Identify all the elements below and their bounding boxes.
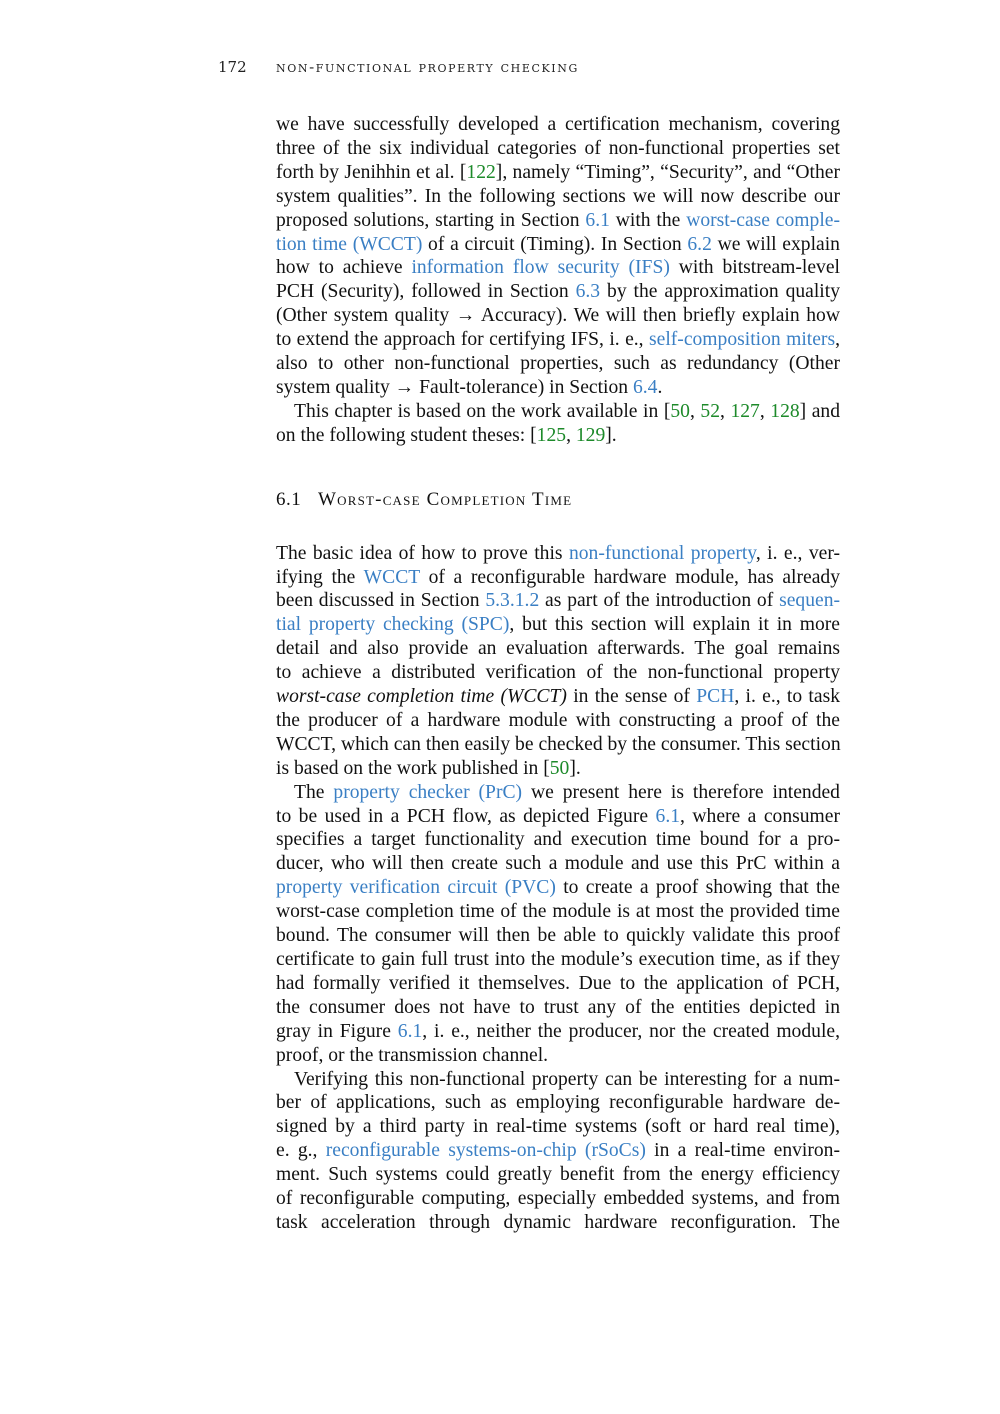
text-line: specifies a target functionality and execution time bound for a pro- <box>276 829 840 851</box>
text-line: signed by a third party in real-time systems (soft or hard real time), <box>276 1116 840 1138</box>
paragraph-applications <box>276 1068 840 1235</box>
glossary-link-ifs[interactable]: information flow security (IFS) <box>411 257 670 279</box>
chapter-title: non-functional property checking <box>276 58 579 76</box>
text-line: The property checker (PrC) we present here is therefore intended <box>294 781 840 803</box>
text-line: tial property checking (SPC), but this section will explain it in more <box>276 614 840 636</box>
paragraph-sources <box>276 400 840 448</box>
page-number: 172 <box>218 58 247 76</box>
text-line: to achieve a distributed verification of the non-functional property <box>276 662 840 684</box>
text-line: e. g., reconfigurable systems-on-chip (rSoCs) in a real-time environ- <box>276 1140 840 1162</box>
paragraph-basic-idea <box>276 542 840 781</box>
text-line: is based on the work published in [50]. <box>276 757 581 779</box>
text-line: forth by Jenihhin et al. [122], namely “Timing”, “Security”, and “Other <box>276 161 840 183</box>
text-line: the consumer does not have to trust any of the entities depicted in <box>276 996 840 1018</box>
section-ref-link[interactable]: 6.4 <box>632 376 658 398</box>
text-line: task acceleration through dynamic hardware reconfiguration. The <box>276 1211 840 1233</box>
main-text-column <box>276 113 840 1235</box>
text-line: This chapter is based on the work available in [50, 52, 127, 128] and <box>294 400 841 422</box>
text-line: ber of applications, such as employing reconfigurable hardware de- <box>276 1092 840 1114</box>
section-ref-link[interactable]: 6.2 <box>687 233 712 255</box>
text-line: on the following student theses: [125, 129]. <box>276 424 617 446</box>
text-line: detail and also provide an evaluation afterwards. The goal remains <box>276 638 840 660</box>
glossary-link-rsoc[interactable]: reconfigurable systems-on-chip (rSoCs) <box>325 1140 646 1162</box>
paragraph-property-checker <box>276 781 840 1068</box>
citation-link[interactable]: 127 <box>730 400 760 422</box>
text-line: bound. The consumer will then be able to quickly validate this proof <box>276 925 840 947</box>
section-ref-link[interactable]: 5.3.1.2 <box>485 590 540 612</box>
citation-link[interactable]: 128 <box>770 400 800 422</box>
glossary-link-pch[interactable]: PCH <box>696 686 735 708</box>
section-heading <box>276 488 840 512</box>
text-line: tion time (WCCT) of a circuit (Timing). In Section 6.2 we will explain <box>276 233 840 255</box>
text-line: the producer of a hardware module with constructing a proof of the <box>276 709 840 731</box>
text-line: to be used in a PCH flow, as depicted Figure 6.1, where a consumer <box>276 805 840 827</box>
text-line: ment. Such systems could greatly benefit from the energy efficiency <box>276 1164 840 1186</box>
text-line: of reconfigurable computing, especially embedded systems, and from <box>276 1188 840 1210</box>
text-line: (Other system quality → Accuracy). We will then briefly explain how <box>276 305 840 327</box>
text-line: we have successfully developed a certification mechanism, covering <box>276 114 840 135</box>
glossary-link-wcct[interactable]: tion time (WCCT) <box>276 233 423 255</box>
text-line: worst-case completion time (WCCT) in the sense of PCH, i. e., to task <box>276 686 840 708</box>
glossary-link-spc[interactable]: tial property checking (SPC) <box>276 614 510 636</box>
section-ref-link[interactable]: 6.1 <box>585 209 610 231</box>
figure-ref-link[interactable]: 6.1 <box>655 805 681 827</box>
text-line: system qualities”. In the following sections we will now describe our <box>276 185 840 207</box>
citation-link[interactable]: 50 <box>670 400 690 422</box>
text-line: system quality → Fault-tolerance) in Section 6.4. <box>276 376 663 398</box>
section-ref-link[interactable]: 6.3 <box>575 281 601 303</box>
figure-ref-link[interactable]: 6.1 <box>397 1020 423 1042</box>
text-line: PCH (Security), followed in Section 6.3 by the approximation quality <box>276 281 840 303</box>
citation-link[interactable]: 125 <box>536 424 567 446</box>
glossary-link-prc[interactable]: property checker (PrC) <box>333 781 523 803</box>
glossary-link-pvc[interactable]: property verification circuit (PVC) <box>276 877 556 899</box>
text-line: proposed solutions, starting in Section 6.1 with the worst-case comple- <box>276 209 840 231</box>
running-header <box>218 58 579 76</box>
section-title: Worst-case Completion Time <box>318 488 573 510</box>
citation-link[interactable]: 50 <box>549 757 570 779</box>
glossary-link-wcct[interactable]: WCCT <box>363 566 420 588</box>
glossary-link-self-composition[interactable]: self-composition miters <box>649 329 836 351</box>
citation-link[interactable]: 122 <box>466 161 496 183</box>
text-line: how to achieve information flow security (IFS) with bitstream-level <box>276 257 840 279</box>
text-line: proof, or the transmission channel. <box>276 1044 549 1066</box>
text-line: property verification circuit (PVC) to create a proof showing that the <box>276 877 840 899</box>
citation-link[interactable]: 52 <box>700 400 720 422</box>
text-line: three of the six individual categories of non-functional properties set <box>276 137 840 159</box>
glossary-link-nfp[interactable]: non-functional property <box>568 542 756 564</box>
text-line: Verifying this non-functional property can be interesting for a num- <box>294 1068 840 1090</box>
text-line: ifying the WCCT of a reconfigurable hardware module, has already <box>276 566 840 588</box>
text-line: worst-case completion time of the module is at most the provided time <box>276 901 840 923</box>
text-line: to extend the approach for certifying IFS, i. e., self-composition miters, <box>276 329 840 351</box>
text-line: WCCT, which can then easily be checked by the consumer. This section <box>276 733 841 755</box>
text-line: certificate to gain full trust into the module’s execution time, as if they <box>276 949 840 970</box>
citation-link[interactable]: 129 <box>575 424 606 446</box>
text-line: had formally verified it themselves. Due to the application of PCH, <box>276 972 840 994</box>
text-line: also to other non-functional properties, such as redundancy (Other <box>276 353 840 375</box>
text-line: The basic idea of how to prove this non-functional property, i. e., ver- <box>276 542 840 564</box>
glossary-link-wcct[interactable]: worst-case comple- <box>686 209 840 231</box>
text-line: been discussed in Section 5.3.1.2 as part of the introduction of sequen- <box>276 590 841 612</box>
glossary-link-spc[interactable]: sequen- <box>779 590 841 612</box>
paragraph-intro <box>276 113 840 400</box>
text-line: gray in Figure 6.1, i. e., neither the producer, nor the created module, <box>276 1020 840 1042</box>
text-line: ducer, who will then create such a module and use this PrC within a <box>276 853 840 875</box>
section-number: 6.1 <box>276 488 302 510</box>
